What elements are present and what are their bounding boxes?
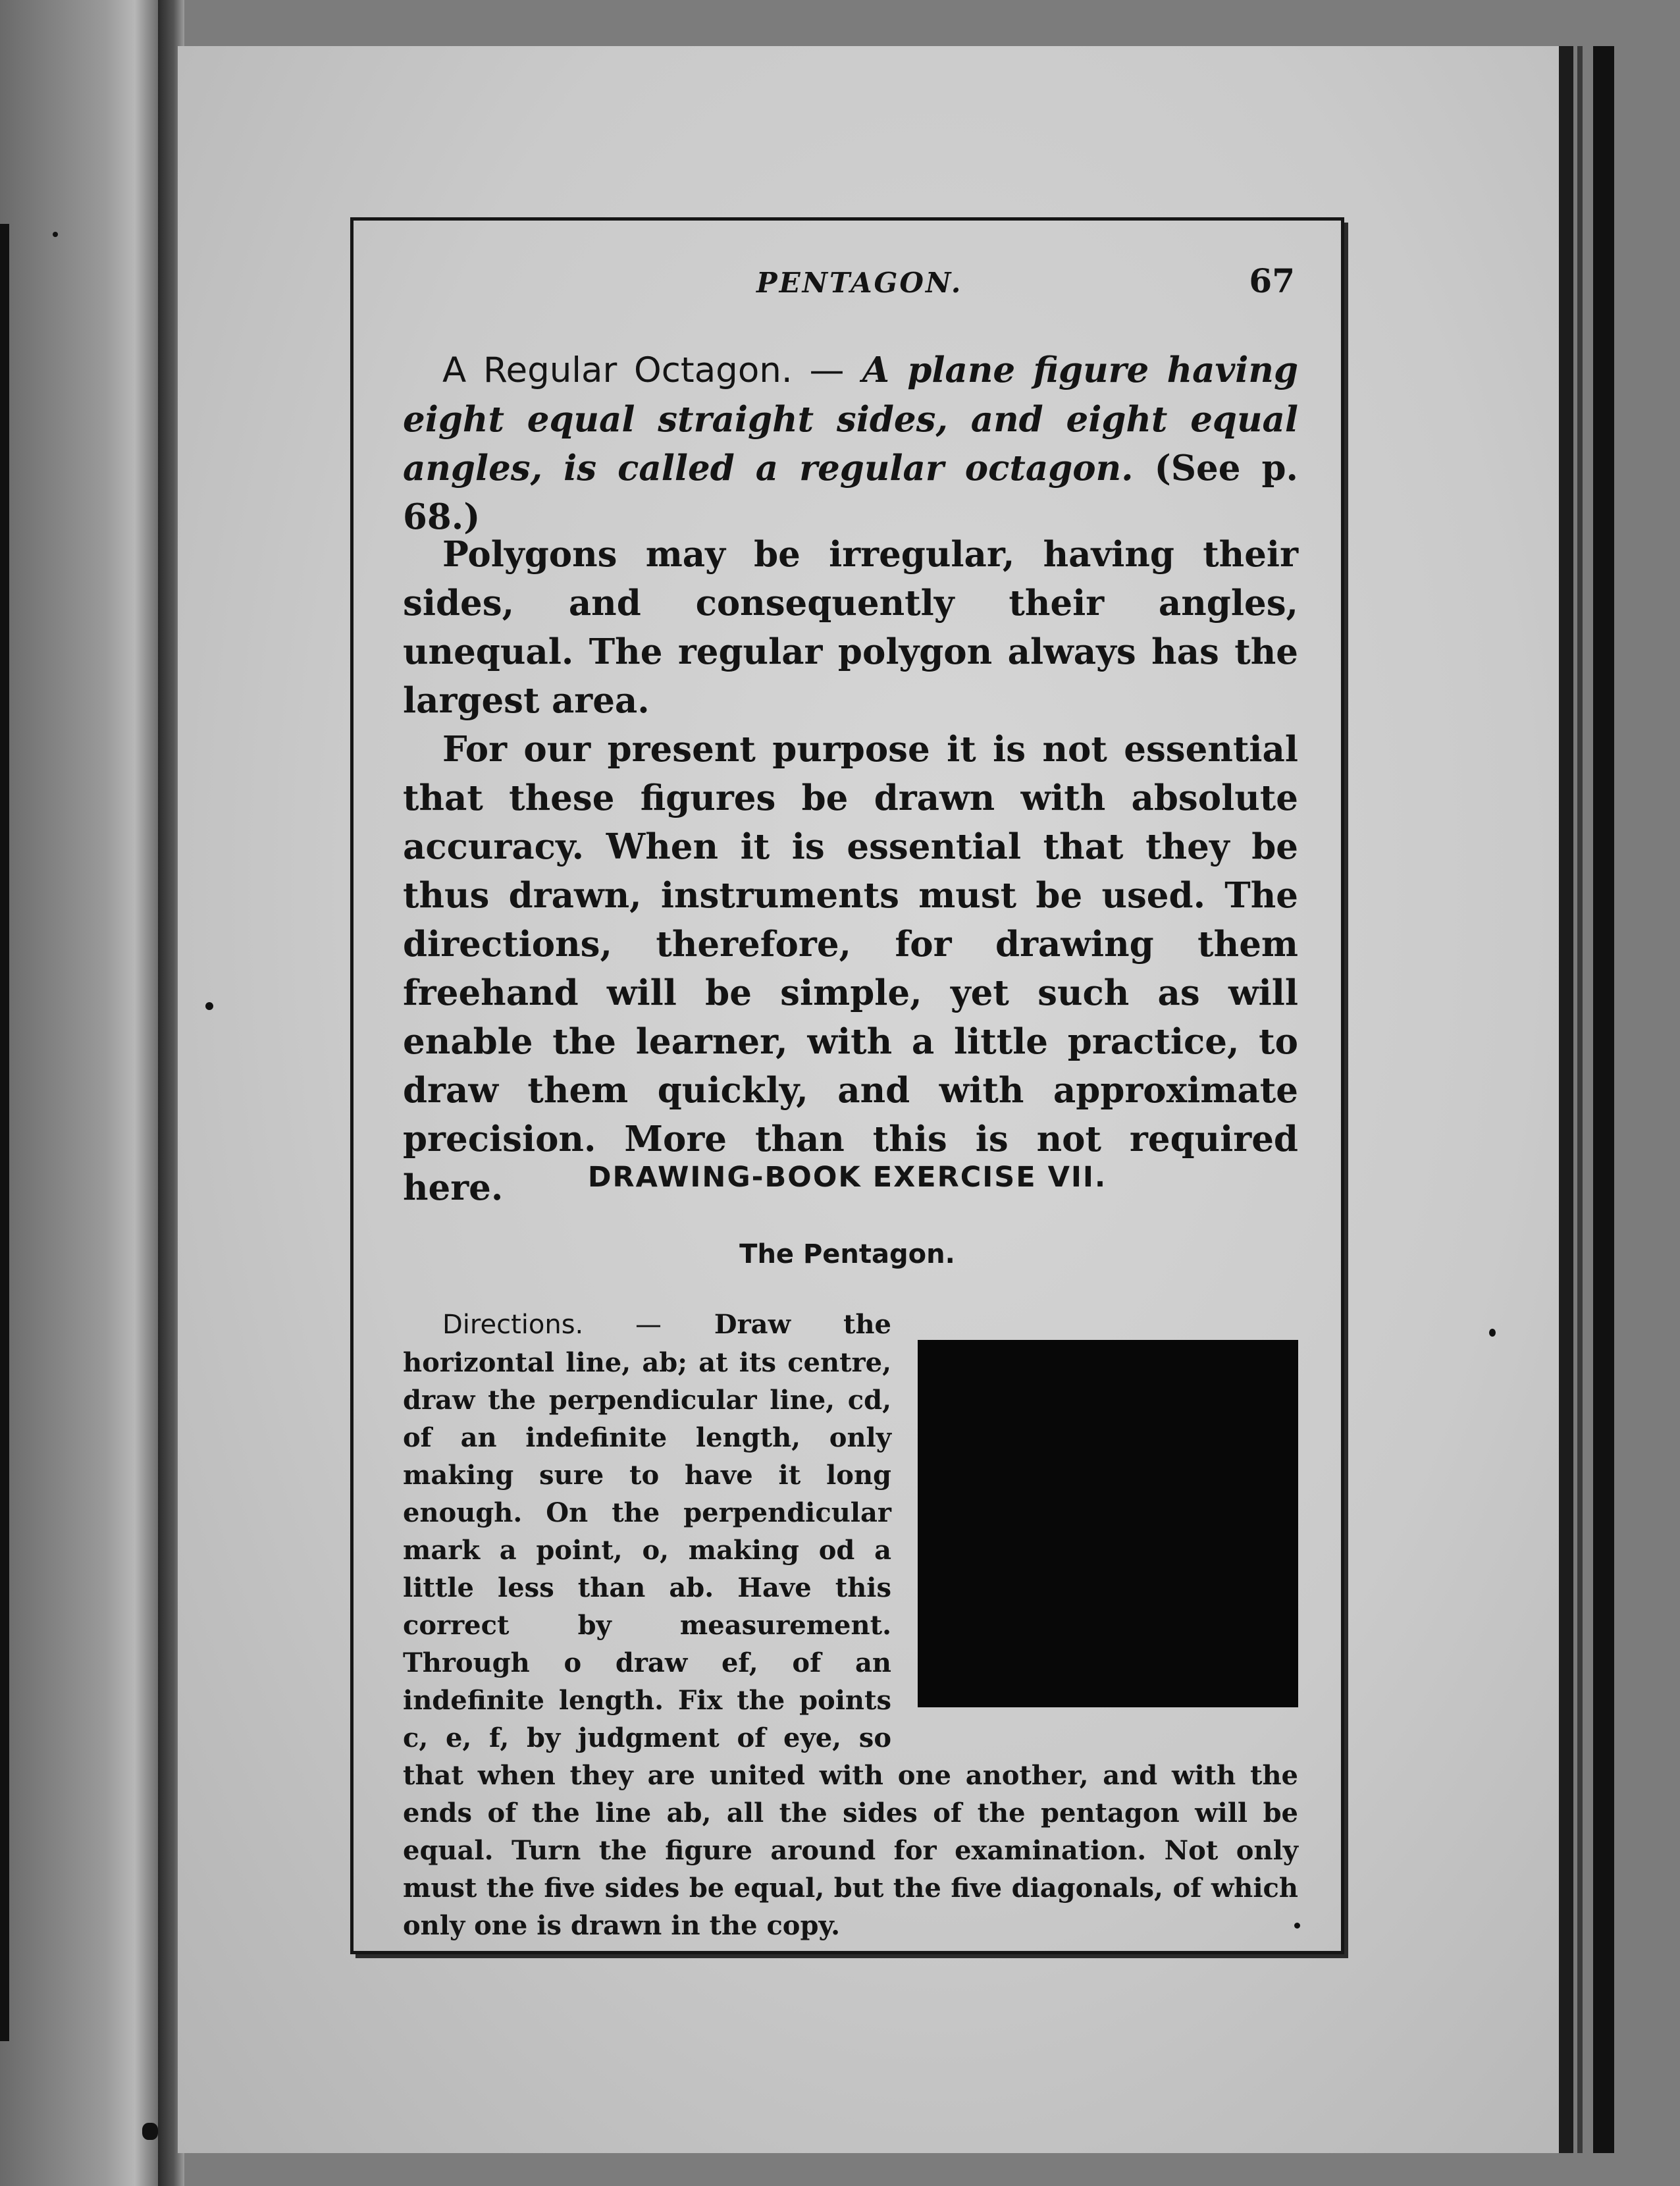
running-head-title: PENTAGON. [756,267,963,299]
exercise-directions [403,1306,1298,1944]
speck [53,232,58,237]
running-head [354,261,1341,306]
page-number: 67 [1249,261,1295,300]
speck [205,1002,213,1010]
exercise-title: DRAWING-BOOK EXERCISE VII. [587,1161,1107,1194]
paragraph-purpose: For our present purpose it is not essential that these figures be drawn with absolute accuracy. When it is essential that they be thus drawn, instruments must be used. The directions, therefore, for drawing them freehand will be simple, yet such as will enable the learner, with a little practice, to draw them quickly, and with approximate precision. More than this is not required here. [403,729,1298,1208]
page-edge-line [1577,46,1583,2153]
printed-page-frame [350,217,1344,1954]
octagon-definition [403,346,1298,541]
octagon-definition-text: A plane figure having eight equal straight sides, and eight equal angles, is called a regular octagon. [403,350,1299,489]
speck [1489,1329,1496,1337]
page-edge-shadow [1593,46,1614,2153]
octagon-reference: (See p. 68.) [403,448,1298,537]
paragraph-polygons: Polygons may be irregular, having their sides, and consequently their angles, unequal. The regular polygon always has the largest area. [403,534,1298,721]
polygon-discussion [403,530,1298,1212]
speck [142,2123,158,2140]
directions-text: Draw the horizontal line, ab; at its centre, draw the perpendicular line, cd, of an indefinite length, only making sure to have it long enough. On the perpendicular mark a point, o, making od a little less than ab. Have this correct by measurement. Through o draw ef, of an indefinite length. Fix the points c, e, f, by judgment of eye, so that when they are united with one another, and with the ends of the line ab, all the sides of the pentagon will be equal. Turn the figure around for examination. Not only must the five sides be equal, but the five diagonals, of which only one is drawn in the copy. [403,1309,1298,1941]
octagon-lead: A Regular Octagon. — [442,350,845,390]
left-page-edge [0,224,9,2041]
left-page [0,0,158,2186]
pentagon-figure [918,1340,1298,1707]
directions-lead: Directions. — [442,1310,662,1340]
page-edge-outer [1559,46,1573,2153]
exercise-subtitle: The Pentagon. [739,1239,955,1269]
octagon-paragraph [403,346,1298,541]
